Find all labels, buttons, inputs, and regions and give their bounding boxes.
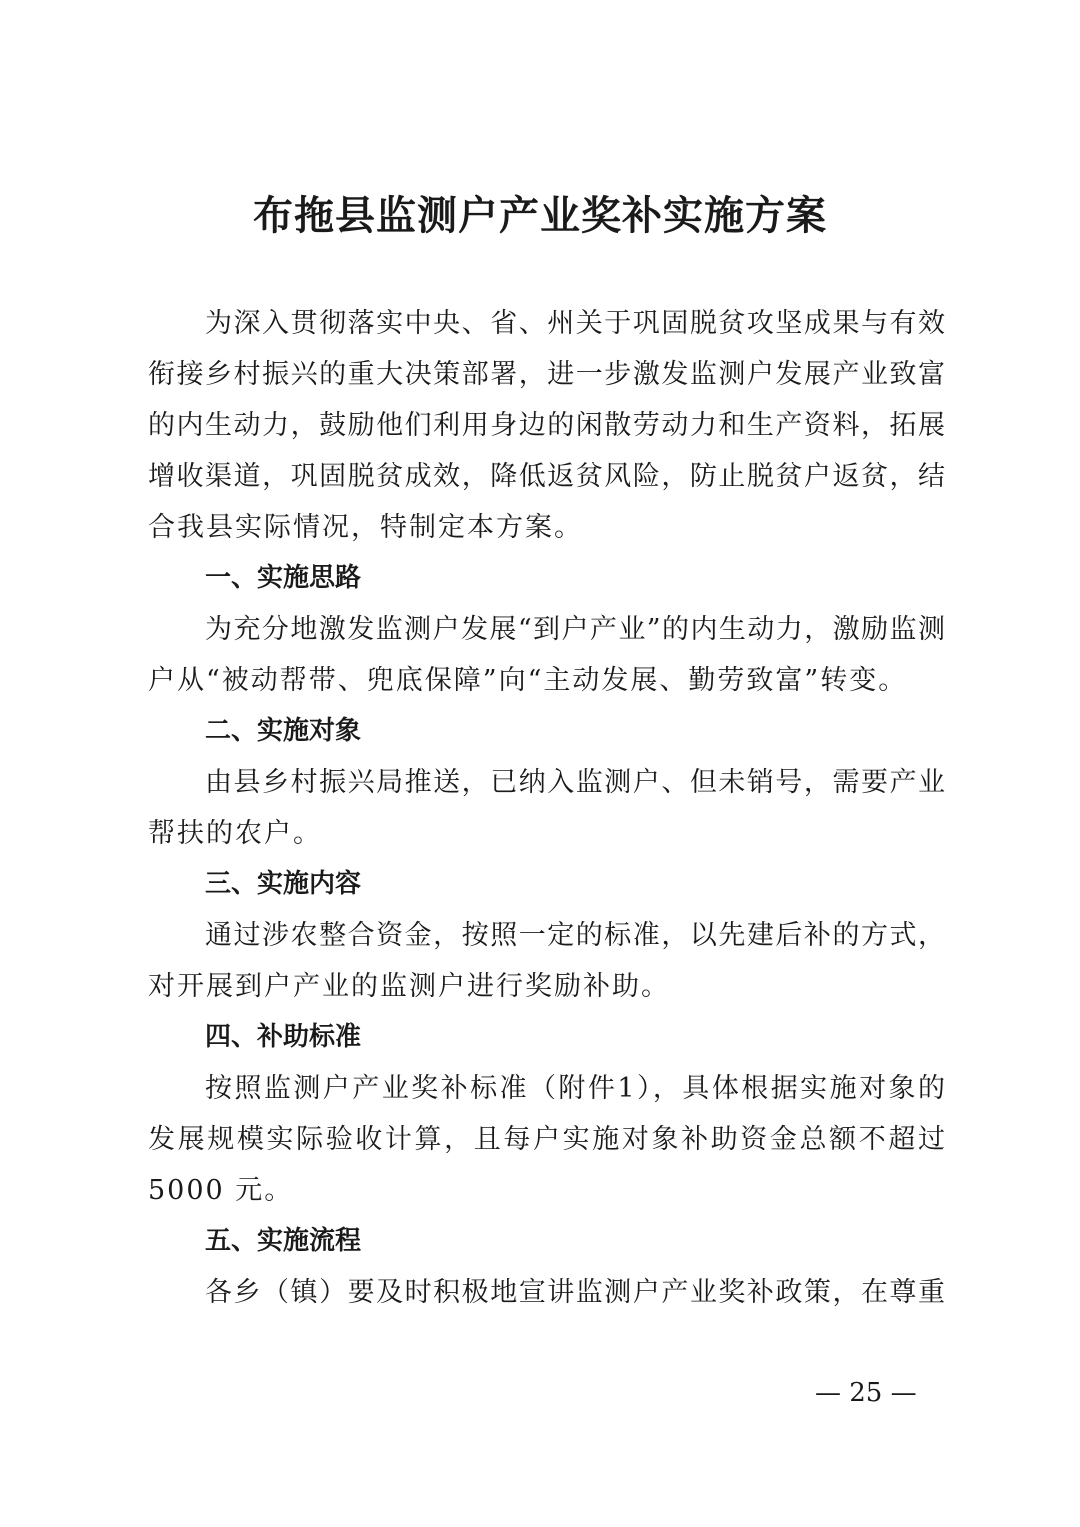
paragraph-line: 通过涉农整合资金，按照一定的标准，以先建后补的方式，	[205, 920, 945, 951]
paragraph-line: 对开展到户产业的监测户进行奖励补助。	[148, 971, 670, 1002]
section-heading: 一、实施思路	[205, 563, 362, 593]
paragraph-line: 增收渠道，巩固脱贫成效，降低返贫风险，防止脱贫户返贫，结	[148, 461, 945, 492]
section-heading: 二、实施对象	[205, 716, 362, 746]
paragraph-line: 由县乡村振兴局推送，已纳入监测户、但未销号，需要产业	[205, 767, 945, 798]
section-heading: 三、实施内容	[205, 869, 362, 899]
paragraph-line: 按照监测户产业奖补标准（附件1），具体根据实施对象的	[205, 1073, 945, 1104]
paragraph-line: 为充分地激发监测户发展“到户产业”的内生动力，激励监测	[205, 614, 945, 645]
paragraph-line: 5000 元。	[148, 1175, 294, 1206]
paragraph-line: 发展规模实际验收计算，且每户实施对象补助资金总额不超过	[148, 1124, 945, 1155]
paragraph-line: 为深入贯彻落实中央、省、州关于巩固脱贫攻坚成果与有效	[205, 308, 945, 339]
paragraph-line: 合我县实际情况，特制定本方案。	[148, 512, 583, 543]
page-number: — 25 —	[815, 1378, 917, 1408]
document-body	[148, 298, 945, 1318]
section-heading: 五、实施流程	[205, 1226, 362, 1256]
paragraph-line: 各乡（镇）要及时积极地宣讲监测户产业奖补政策，在尊重	[205, 1277, 945, 1308]
paragraph-line: 的内生动力，鼓励他们利用身边的闲散劳动力和生产资料，拓展	[148, 410, 945, 441]
paragraph-line: 户从“被动帮带、兜底保障”向“主动发展、勤劳致富”转变。	[148, 665, 908, 696]
paragraph-line: 衔接乡村振兴的重大决策部署，进一步激发监测户发展产业致富	[148, 359, 945, 390]
section-heading: 四、补助标准	[205, 1022, 362, 1052]
paragraph-line: 帮扶的农户。	[148, 818, 322, 849]
document-title: 布拖县监测户产业奖补实施方案	[253, 192, 827, 239]
